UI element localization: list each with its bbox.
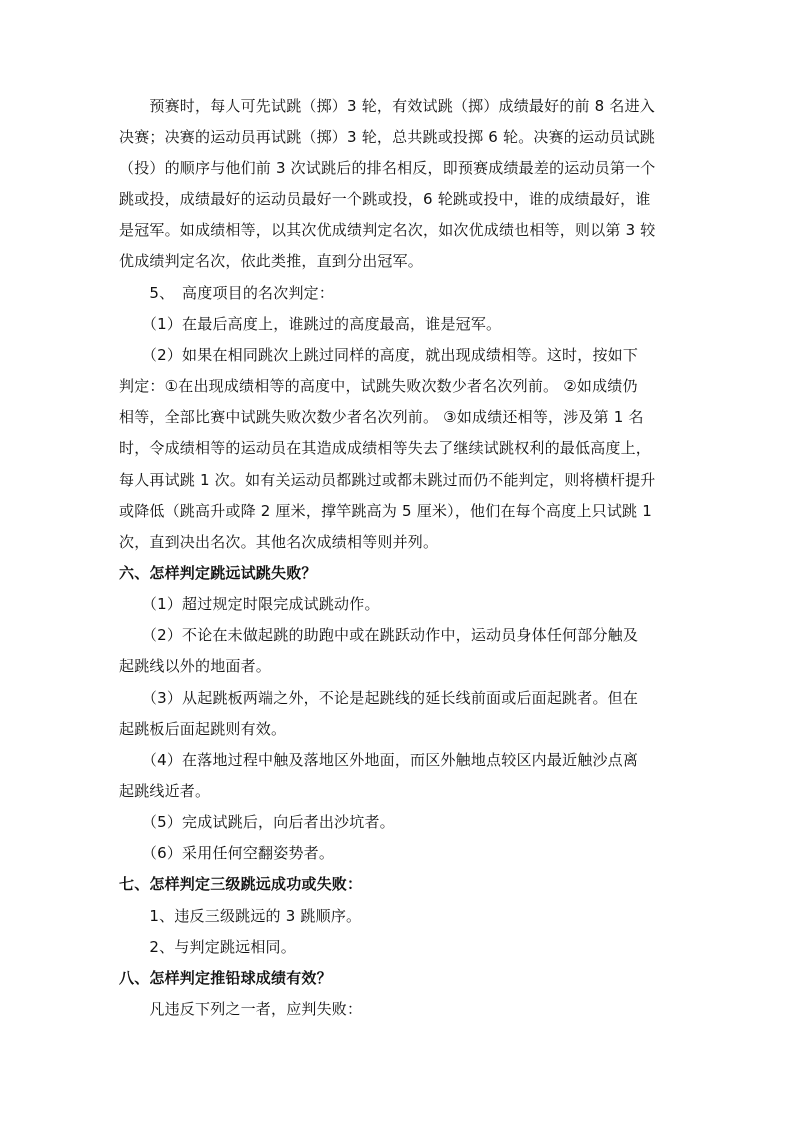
paragraph-line: 预赛时，每人可先试跳（掷）3 轮，有效试跳（掷）成绩最好的前 8 名进入 (119, 97, 655, 115)
paragraph-line: 起跳线以外的地面者。 (119, 657, 272, 675)
paragraph-line: 每人再试跳 1 次。如有关运动员都跳过或都未跳过而仍不能判定，则将横杆提升 (119, 471, 656, 489)
list-item: （4）在落地过程中触及落地区外地面，而区外触地点较区内最近触沙点离 (119, 751, 639, 769)
paragraph-line: 或降低（跳高升或降 2 厘米，撑竿跳高为 5 厘米），他们在每个高度上只试跳 1 (119, 502, 652, 520)
section-heading: 八、怎样判定推铅球成绩有效？ (119, 969, 332, 987)
paragraph-line: 次，直到决出名次。其他名次成绩相等则并列。 (119, 533, 439, 551)
section-heading: 六、怎样判定跳远试跳失败？ (119, 564, 317, 582)
list-item: （6）采用任何空翻姿势者。 (119, 844, 335, 862)
list-item: （5）完成试跳后，向后者出沙坑者。 (119, 813, 395, 831)
list-item: 5、 高度项目的名次判定： (119, 284, 335, 302)
list-item: 2、与判定跳远相同。 (119, 938, 296, 956)
list-item: 1、违反三级跳远的 3 跳顺序。 (119, 907, 362, 925)
list-item: （1）超过规定时限完成试跳动作。 (119, 595, 380, 613)
paragraph-line: 跳或投，成绩最好的运动员最好一个跳或投，6 轮跳或投中，谁的成绩最好，谁 (119, 190, 651, 208)
section-heading: 七、怎样判定三级跳远成功或失败： (119, 875, 363, 893)
list-item: （2）如果在相同跳次上跳过同样的高度，就出现成绩相等。这时，按如下 (119, 346, 639, 364)
paragraph-line: 凡违反下列之一者，应判失败： (119, 1000, 363, 1018)
paragraph-line: 相等，全部比赛中试跳失败次数少者名次列前。 ③如成绩还相等，涉及第 1 名 (119, 408, 644, 426)
paragraph-line: 决赛；决赛的运动员再试跳（掷）3 轮，总共跳或投掷 6 轮。决赛的运动员试跳 (119, 128, 655, 146)
paragraph-line: 判定：①在出现成绩相等的高度中，试跳失败次数少者名次列前。 ②如成绩仍 (119, 377, 638, 395)
paragraph-line: 时，令成绩相等的运动员在其造成成绩相等失去了继续试跳权利的最低高度上， (119, 439, 652, 457)
paragraph-line: （投）的顺序与他们前 3 次试跳后的排名相反，即预赛成绩最差的运动员第一个 (119, 159, 656, 177)
list-item: （2）不论在未做起跳的助跑中或在跳跃动作中，运动员身体任何部分触及 (119, 626, 639, 644)
paragraph-line: 是冠军。如成绩相等，以其次优成绩判定名次，如次优成绩也相等，则以第 3 较 (119, 221, 656, 239)
paragraph-line: 起跳板后面起跳则有效。 (119, 720, 287, 738)
list-item: （1）在最后高度上，谁跳过的高度最高，谁是冠军。 (119, 315, 502, 333)
paragraph-line: 优成绩判定名次，依此类推，直到分出冠军。 (119, 252, 424, 270)
paragraph-line: 起跳线近者。 (119, 782, 211, 800)
list-item: （3）从起跳板两端之外，不论是起跳线的延长线前面或后面起跳者。但在 (119, 689, 639, 707)
